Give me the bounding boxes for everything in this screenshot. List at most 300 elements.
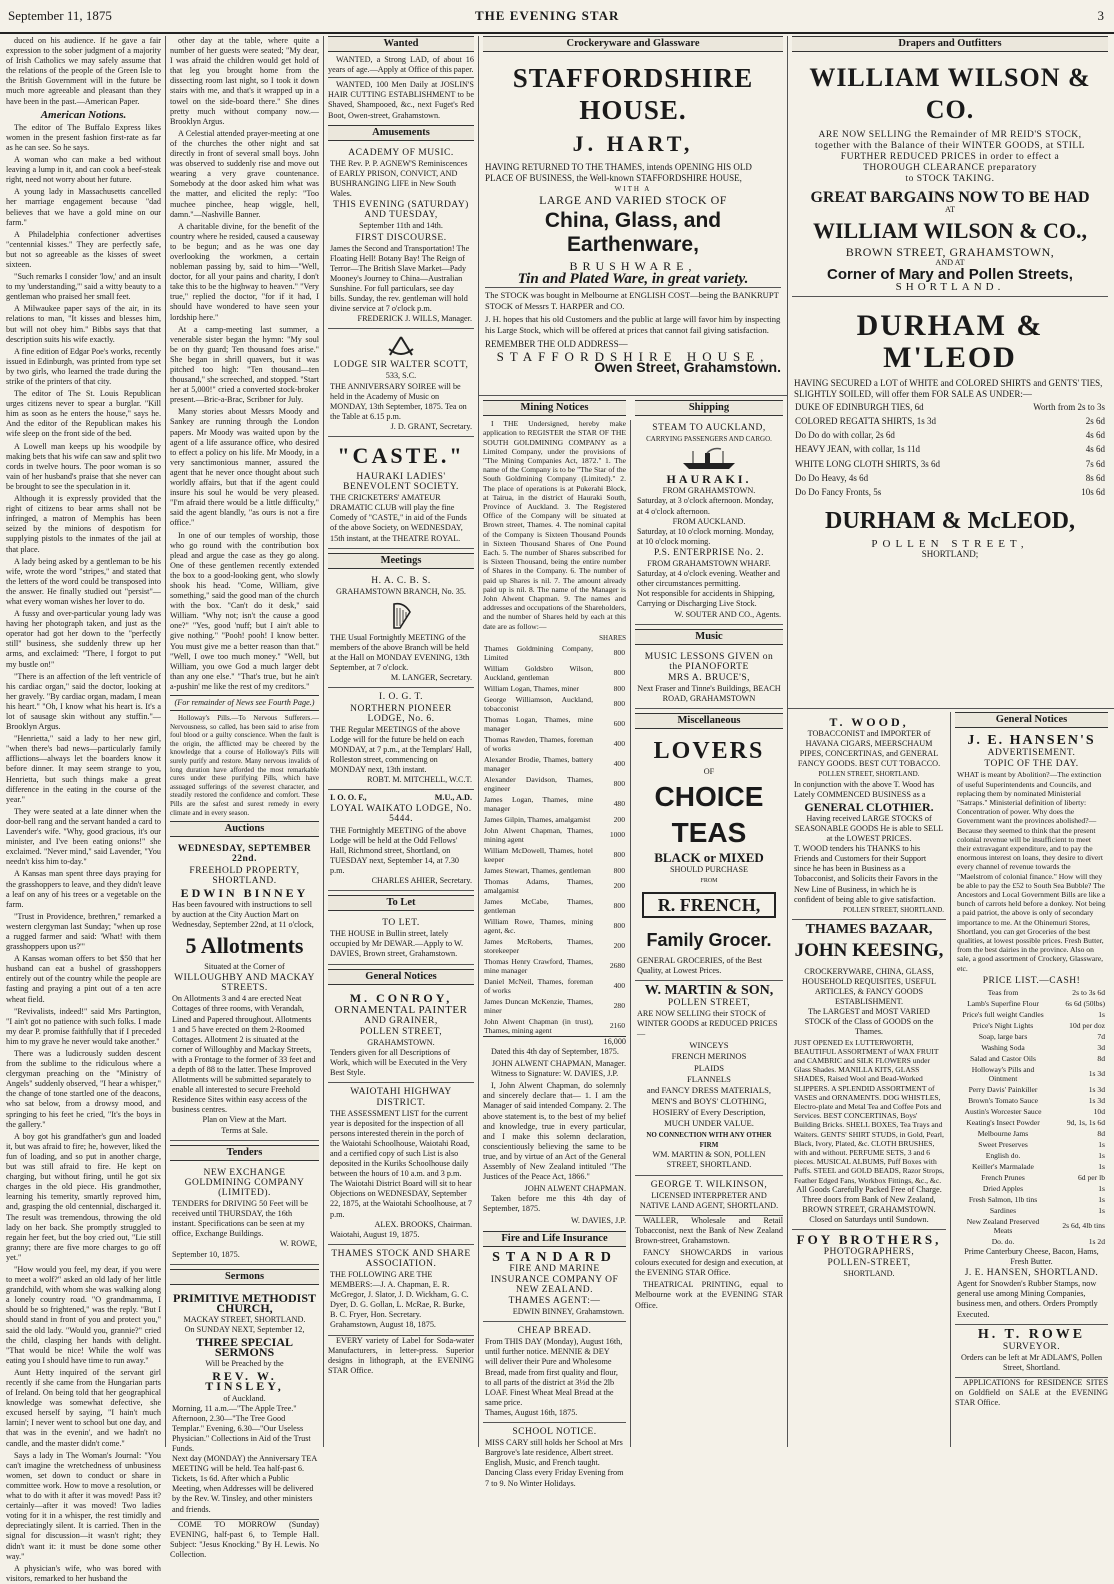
durham-row — [794, 428, 1106, 442]
price-value: 8d — [1097, 1128, 1105, 1138]
large-stock: LARGE AND VARIED STOCK OF — [539, 193, 727, 208]
surveyor-title: SURVEYOR. — [1002, 1341, 1061, 1352]
price-value: 2s to 3s 6d — [1072, 987, 1105, 997]
cheap-bread-ad — [483, 1322, 626, 1423]
waiotahi-text: THE ASSESSMENT LIST for the current year is deposited for the inspection of all persons interested therein in the porch of the Waiotahi Schoolhouse, Waiotahi Road, and a certified copy of such List is also deposited in the Kuriks Schoolhouse daily between the hours of 10 a.m. and 3 p.m. The Waiotahi District Board will sit to hear Objections on WEDNESDAY, September 22, 1875, at the Waiotahi Schoolhouse, at 7 p.m. — [330, 1108, 472, 1219]
article-paragraph: Many stories about Messrs Moody and Sankey are running through the London papers. Mr Moody was waited upon by the agent of a life assurance office, who desired to effect a policy on his life. Mr Moody, in a very sanctimonious manner, assured the agent that he never once thought about such worldly affairs, but that if the agent could insure his soul he would be very pleased. "I'm afraid there would be a little difficulty," said the agent blandly, "as ours is not a fire office." — [170, 407, 319, 528]
article-paragraph: At a camp-meeting last summer, a venerable sister began the hymn: "My soul be on thy guard; Ten thousand foes arise." She began in shrill quavers, but it was pitched too high: "Ten thousand—ten thousand," she screeched, and stopped. "Start her at 5,000!" cried a converted stock-broker present.—Bric-a-Brac, Scribner for July. — [170, 324, 319, 405]
shareholder-row — [483, 714, 626, 734]
waiotahi-ad — [328, 1083, 474, 1244]
price-row — [957, 1084, 1106, 1095]
general-clothier: GENERAL CLOTHIER. — [804, 799, 934, 814]
shareholder-shares: 800 — [613, 850, 625, 860]
keesing-items: JUST OPENED Ex LUTTERWORTH, BEAUTIFUL ASSORTMENT of WAX FRUIT and CAMBRIC and SILK FLOWERS under Glass Shades. MANILLA KITS, GLASS SHADES, Raised Wool and Bead-Worked SLIPPERS. A SPLENDID ASSORTMENT of VASES and ORNAMENTS. DOG WHISTLES, Electro-plate and Metal Tea and Coffee Pots and Services. BEST CONCERTINAS, Boys' Building Bricks. SHELL BOXES, Tea Trays and Waiters. GENTS' SHIRT STUDS, in Gold, Pearl, Black, Ivory, Plated, &c. CLOTH BRUSHES, with and without. PERFUME SETS, 3 and 6 pieces. MUSICAL ALBUMS, Puff Boxes with Puffs. STEEL and GOLD BEADS, Razor Strops, Feather Edged Fans, Workbox Fittings, &c., &c. — [794, 1037, 944, 1185]
discourse-text: James the Second and Transportation! The Floating Hell! Botany Bay! The Reign of Terror—The British Slave Market—Pady Mooney's Journey to China—Australian Sunshine. For full particulars, see day bills. Sunday, the rev. gentleman will hold divine service at 7 o'clock p.m. — [330, 243, 470, 314]
durham-item: WHITE LONG CLOTH SHIRTS, 3s 6d — [795, 458, 940, 469]
article-paragraph: A physician's wife, who was bored with visitors, remarked to her husband the — [6, 1563, 161, 1583]
article-paragraph: Aunt Hetty inquired of the servant girl recently if she came from the Hungarian parts of Ireland. On being told that her geographical knowledge was somewhat defective, she excused herself by saying, "I hain't much larnin'; I never went to school but one day, and that was in the evenin', and we hadn't no candle, and the master didn't come." — [6, 1367, 161, 1448]
shareholder-name: William Rowe, Thames, mining agent, &c. — [484, 916, 593, 935]
french-name: R. FRENCH, — [642, 892, 777, 918]
durham-title-2: DURHAM & McLEOD, — [825, 507, 1075, 534]
enterprise-title: P.S. ENTERPRISE No. 2. — [654, 547, 764, 558]
sermon-date: On SUNDAY NEXT, September 12, — [184, 1324, 305, 1334]
price-row — [957, 1009, 1106, 1020]
academy-ad — [328, 144, 474, 330]
shareholder-shares: 800 — [613, 865, 625, 875]
divider — [328, 77, 474, 78]
shareholder-row — [483, 814, 626, 825]
allotments-text: On Allotments 3 and 4 are erected Neat Cottages of three rooms, with Verandah, Lined and Papered throughout. Allotments 1 and 5 have erected on them 2-Roomed Cottages. Allotment 2 is situated at the corner of Willoughby and Mackay Streets, with a Frontage to the former of 33 feet and a depth of 88 to the latter. These Improved Allotments will be submitted separately to enable all interested to secure Freehold Residence Sites within easy access of the business centres. — [172, 994, 316, 1115]
wilson-ad — [792, 55, 1108, 297]
column-rule — [787, 36, 788, 1447]
divider — [478, 395, 787, 396]
article-paragraph: duced on his audience. If he gave a fair expression to the sober judgment of a majority of Irish Catholics we may safely assume that the relations of the people of the Green Isle to the British Government will in the future be much more agreeable and pleasant than they have been in the past.—American Paper. — [6, 36, 161, 106]
shareholder-name: William McDowell, Thames, hotel keeper — [484, 845, 593, 864]
wood-text-2: Having received LARGE STOCKS of SEASONABLE GOODS He is able to SELL at the LOWEST PRICES. — [794, 813, 944, 844]
column-4 — [483, 400, 626, 1488]
brushware: BRUSHWARE, — [569, 259, 697, 274]
waikato-text: THE Fortnightly MEETING of the above Lodge will be held at the Odd Fellows' Hall, Richmond street, Shortland, on TUESDAY next, September 14, at 7.30 p.m. — [330, 825, 467, 875]
wilson-text-3: FURTHER REDUCED PRICES in order to effect a — [840, 152, 1060, 163]
price-value: 10d — [1093, 1106, 1105, 1116]
conroy-trade: ORNAMENTAL PAINTER — [334, 1003, 468, 1016]
price-row — [957, 1172, 1106, 1183]
caste-ad — [328, 437, 474, 549]
price-list-title: PRICE LIST.—CASH! — [982, 975, 1081, 986]
plan-note: Plan on View at the Mart. — [202, 1115, 287, 1125]
price-value: 1s — [1098, 1194, 1105, 1204]
durham-row — [794, 400, 1106, 414]
shareholder-name: George Williamson, Auckland, tobacconist — [484, 694, 593, 713]
article-paragraph: A charitable divine, for the benefit of the country where he resided, caused a causeway to be begun; and as he was one day overlooking the workmen, a certain nobleman passing by, said to him—"Well, doctor, for all your pains and charity, I don't take this to be the highway to heaven." "Very true," replied the doctor, "for if it had, I should have wondered to have seen your lordship here." — [170, 221, 319, 322]
shareholder-row — [483, 865, 626, 876]
durham-row — [794, 457, 1106, 471]
price-row — [957, 1205, 1106, 1216]
price-value: 1s 3d — [1088, 1069, 1105, 1079]
academy-title: ACADEMY OF MUSIC. — [348, 147, 454, 158]
taken-line: Taken before me this 4th day of September, 1875. — [483, 1194, 626, 1214]
keesing-name: JOHN KEESING, — [794, 939, 944, 961]
bargains: GREAT BARGAINS NOW TO BE HAD — [810, 188, 1090, 206]
auction-text: Has been favoured with instructions to sell by auction at the City Auction Mart on Wednesday, September 22nd, at 11 o'clock, — [172, 899, 314, 929]
price-item: Price's full weight Candles — [962, 1009, 1044, 1019]
shareholder-name: Thomas Logan, Thames, mine manager — [484, 714, 593, 733]
column-rule — [165, 36, 166, 1447]
article-paragraph: A Philadelphia confectioner advertises "centennial kisses." They are perfectly safe, but not so agreeable as the kisses of sweet sixteen. — [6, 229, 161, 269]
shareholder-row — [483, 976, 626, 996]
fire-marine: FIRE AND MARINE — [509, 1263, 600, 1274]
conroy-town: GRAHAMSTOWN. — [367, 1038, 435, 1048]
divider — [485, 287, 781, 288]
sermon-title: THREE SPECIAL SERMONS — [195, 1335, 294, 1360]
martin-signature: WM. MARTIN & SON, POLLEN STREET, SHORTLAND. — [652, 1150, 766, 1170]
foy-ad — [792, 1230, 946, 1283]
article-paragraph: A Milwaukee paper says of the air, in its relations to man, "It kisses and blesses him, but will not obey him." Bibbs says that that description suits his wife exactly. — [6, 304, 161, 344]
keesing-packed: All Goods Carefully Packed Free of Charge. — [796, 1184, 942, 1194]
durham-text: HAVING SECURED a LOT of WHITE and COLORED SHIRTS and GENTS' TIES, SLIGHTLY SOILED, will offer them FOR SALE AS UNDER:— — [794, 378, 1103, 400]
price-value: 9d, 1s, 1s 6d — [1066, 1117, 1105, 1127]
shipping-ad — [635, 419, 783, 625]
article-paragraph: There was a ludicrously sudden descent from the sublime to the ridiculous where a clergyman preaching on the "Ministry of Angels" suddenly observed, "I hear a whisper," the change of tone startled one of the deacons, who sat below, from a drowsy mood, and springing to his feet he cried, "It's the boys in the gallery." — [6, 1049, 161, 1129]
standard-title: STANDARD — [492, 1249, 617, 1265]
price-item: Teas from — [987, 987, 1019, 997]
martin-item: WINCEYS — [689, 1040, 729, 1051]
section-heading-sermons: Sermons — [170, 1269, 319, 1285]
article-paragraph: A lady being asked by a gentleman to be his wife, wrote the word "stripes," and stated that the letters of the word could be transposed into the answer. He finally studied out "persist"—what every woman wishes her lover to do. — [6, 556, 161, 606]
stock-share-members: THE FOLLOWING ARE THE MEMBERS:—J. A. Chapman, E. R. McGregor, J. Slator, J. D. Wickham, G. C. Dyer, D. G. Gollan, L. McRae, R. Burke, B. C. Fryer, Hon. Secretary. — [330, 1270, 469, 1320]
to-let-text: THE HOUSE in Bullin street, lately occupied by Mr DEWAR.—Apply to W. DAVIES, Brown street, Grahamstown. — [330, 929, 464, 959]
price-row — [957, 1053, 1106, 1064]
shareholder-row — [483, 996, 626, 1016]
shareholder-row — [483, 1016, 626, 1036]
ship-name: HAURAKI. — [666, 472, 752, 487]
shareholder-shares: 800 — [613, 699, 625, 709]
remainder-note: (For remainder of News see Fourth Page.) — [170, 695, 319, 711]
staffordshire-block — [483, 36, 783, 416]
article-paragraph: other day at the table, where quite a number of her guests were seated; "My dear, I was afraid the children would get hold of that leg you brought home from the dissecting room last night, so I took it down stairs with me, and that's it wrapped up in a towel on the side-board there." She dines pretty much without company now.—Brooklyn Argus. — [170, 36, 319, 126]
section-heading-general-notices-2: General Notices — [955, 712, 1108, 728]
price-value: 1s 2d — [1088, 1236, 1105, 1246]
hacb-title: H. A. C. B. S. — [371, 575, 431, 586]
price-value: 1s 3d — [1088, 1095, 1105, 1105]
hansen-advertisement: ADVERTISEMENT. — [987, 748, 1076, 759]
church-name: PRIMITIVE METHODIST CHURCH, — [172, 1290, 317, 1315]
price-item: Soap, large bars — [978, 1031, 1028, 1041]
price-item: Perry Davis' Painkiller — [968, 1084, 1038, 1094]
taken-signature: W. DAVIES, J.P. — [570, 1216, 626, 1226]
wood-signature: POLLEN STREET, SHORTLAND. — [843, 905, 944, 914]
harp-icon — [388, 600, 414, 630]
music-ad — [635, 648, 783, 709]
church-street: MACKAY STREET, SHORTLAND. — [183, 1314, 306, 1324]
price-value: 10d per doz — [1069, 1020, 1105, 1030]
auction-title: FREEHOLD PROPERTY, SHORTLAND. — [189, 865, 300, 886]
topic-text: WHAT is meant by Abolition?—The extinction of useful Superintendents and Councils, and replacing them by nominated Ministerial "Satraps." Ministerial definition of liberty: Concentration of power. Why does the Government want the provinces abolished?—Because they seemed to think that the present colonial revenue will be insufficient to meet their extravagant expenditure, and to pay the enormous interest on loans, they desire to divert every channel of revenue towards the "Maelstrom of colonial finance." How will they be able to pay the £52 to South Sea Bubble? The Ancestors and Local Government Bills are like a bunch of carrots held before a donkey. Not being a paid patriot, the above is only of secondary importance to me. At the Ohinemuri Stores, Shortland, you can get Groceries of the best qualities, at lowest possible prices. Fresh Butter, from the best dairies in the province. Also on sale, a good assortment of Crockery, Glassware, etc. — [957, 770, 1106, 973]
durham-item: DUKE OF EDINBURGH TIES, 6d — [795, 402, 924, 413]
keesing-largest: The LARGEST and MOST VARIED STOCK of the Class of GOODS on the Thames. — [804, 1007, 934, 1037]
lodge-signature: J. D. GRANT, Secretary. — [390, 421, 472, 431]
wilson-title: WILLIAM WILSON & CO. — [809, 63, 1091, 125]
school-text: MISS CARY still holds her School at Mrs Bargrove's late residence, Albert street. English, Music, and French taught. Dancing Class every Friday Evening from 7 to 9. No Winter Holidays. — [485, 1438, 624, 1488]
shareholder-shares: 1000 — [609, 830, 625, 840]
tin-plated: Tin and Plated Ware, in great variety. — [517, 271, 749, 288]
and-at: AND AT — [935, 257, 965, 267]
mining-notice-text: I THE Undersigned, hereby make application to REGISTER the STAR OF THE SOUTH GOLDMINING COMPANY as a Limited Company, under the provisions of "The Mining Companies Act, 1872." 1. The name of the Company is to be "The Star of the South Goldmining Company (Limited)." 2. The place of operations is at Pukerahi Block, at Tairua, in the district of Hauraki South, Province of Auckland. 3. The Registered Office of the Company will be situated at Brown street, Thames. 4. The nominal capital of the Company is Sixteen Thousand Pounds in Sixteen Thousand Shares of One Pound Each. 5. The number of Shares subscribed for is Sixteen Thousand, being the entire number of Shares in the Company. 6. The number of paid up Shares is nil. 7. The amount already paid up is nil. 8. The name of the Manager is John Alwent Chapman. 9. The names and addresses and occupations of the Shareholders, and the number of Shares held by each at this date are as follow:— — [483, 419, 626, 631]
price-value: 3d — [1097, 1042, 1105, 1052]
shareholder-name: William Goldsbro Wilson, Auckland, gentleman — [484, 663, 593, 682]
price-item: Keiller's Marmalade — [972, 1161, 1034, 1171]
keesing-address: Three doors from Bank of New Zealand, BROWN STREET, GRAHAMSTOWN. — [802, 1194, 936, 1214]
price-item: Price's Night Lights — [972, 1020, 1034, 1030]
steam-title: STEAM TO AUCKLAND, — [652, 423, 766, 434]
mu-title: M.U., A.D. — [434, 793, 472, 803]
price-row — [957, 1139, 1106, 1150]
shortland-word: SHORTLAND. — [895, 281, 1005, 294]
from-auckland-times: Saturday, at 10 o'clock morning. Monday, at 10 o'clock morning. — [637, 526, 774, 546]
sermon-preacher: REV. W. TINSLEY, — [205, 1369, 284, 1394]
wood-trade: TOBACCONIST and IMPORTER of HAVANA CIGARS, MEERSCHAUM PIPES, CONCERTINAS, and GENERAL FANCY GOODS. BEST CUT TOBACCO. — [797, 729, 941, 769]
shareholder-name: Thames Goldmining Company, Limited — [484, 643, 593, 662]
iogt-title: I. O. G. T. — [379, 692, 423, 703]
shareholder-name: James Gilpin, Thames, amalgamist — [484, 814, 591, 824]
drapers-block — [792, 36, 1108, 706]
keesing-closed: Closed on Saturdays until Sundown. — [809, 1215, 929, 1225]
price-value: 6d per lb — [1078, 1172, 1105, 1182]
hansen-signature: J. E. HANSEN, SHORTLAND. — [964, 1268, 1099, 1279]
price-row — [957, 1095, 1106, 1106]
price-item: Salad and Castor Oils — [969, 1053, 1036, 1063]
academy-evening: THIS EVENING (SATURDAY) AND TUESDAY, — [333, 200, 469, 221]
column-1 — [6, 36, 161, 1583]
martin-item: FRENCH MERINOS — [671, 1051, 747, 1062]
shareholder-shares: 800 — [613, 683, 625, 693]
lodge-text: THE ANNIVERSARY SOIREE will be held in the Academy of Music on MONDAY, 13th September, 1875. Tea on the Table at 6.15 p.m. — [330, 381, 467, 421]
grocer-text: GENERAL GROCERIES, of the Best Quality, at Lowest Prices. — [637, 955, 763, 975]
keesing-trade: CROCKERYWARE, CHINA, GLASS, HOUSEHOLD REQUISITES, USEFUL ARTICLES, & FANCY GOODS ESTABLISHMENT. — [802, 966, 936, 1007]
article-paragraph: A Lowell man keeps up his woodpile by making bets that his wife can saw and split two cords in twelve hours. The poor woman is so vain of her husband's praise that she never can be brought to see the speculation in it. — [6, 441, 161, 491]
price-value: 6s 6d (50lbs) — [1065, 998, 1105, 1008]
foy-trade: PHOTOGRAPHERS, — [823, 1247, 915, 1258]
shareholder-name: John Alwent Chapman (in trust), Thames, mining agent — [484, 1016, 593, 1035]
martin-text: ARE NOW SELLING their STOCK of WINTER GOODS at REDUCED PRICES— — [637, 1009, 778, 1039]
section-heading-mining: Mining Notices — [483, 400, 626, 416]
wanted-ad: WANTED, a Strong LAD, of about 16 years of age.—Apply at Office of this paper. — [328, 55, 474, 75]
masonic-emblem-icon — [386, 335, 416, 357]
wharf-times: Saturday, at 4 o'clock evening. Weather and other circumstances permitting. — [637, 569, 780, 589]
column-rule — [478, 36, 479, 1447]
shareholder-row — [483, 683, 626, 694]
school-ad — [483, 1423, 626, 1493]
allotments-title: 5 Allotments — [185, 933, 304, 959]
article-paragraph: "Henrietta," said a lady to her new girl, "when there's bad news—particularly family afflictions—always let the boarders know it before dinner. It may seem strange to you, Henrietta, but such things make a great difference in the eating in the course of the year." — [6, 734, 161, 804]
pioneer-signature: ROBT. M. MITCHELL, W.C.T. — [367, 775, 472, 785]
price-row — [957, 1183, 1106, 1194]
tender-company: NEW EXCHANGE GOLDMINING COMPANY (LIMITED). — [184, 1167, 305, 1198]
lodge-ad — [328, 329, 474, 437]
topic-title: TOPIC OF THE DAY. — [984, 759, 1079, 770]
article-paragraph: Says a lady in The Woman's Journal: "You can't imagine the wretchedness of unbusiness women, set down to conduct or share in committee work. How to move a resolution, or what to do with it after it was moved! Pass it? certainly—after it was moved! Two ladies voting for it in a whisper, the rest timidly and depreciatingly silent. It is carried. Then in the signal for discussion—it wasn't right; they didn't want it: it must be done some other way." — [6, 1450, 161, 1561]
price-value: 1s — [1098, 1009, 1105, 1019]
iof-title: I. O. O. F., — [330, 793, 367, 803]
waiotahi-date: Waiotahi, August 19, 1875. — [330, 1229, 420, 1239]
from-grahamstown: FROM GRAHAMSTOWN. — [662, 486, 756, 496]
column-rule — [950, 712, 951, 1447]
hacb-signature: M. LANGER, Secretary. — [390, 673, 472, 683]
from-grahamstown-times: Saturday, at 3 o'clock afternoon. Monday, at 4 o'clock afternoon. — [637, 496, 774, 516]
shareholder-name: Alexander Davidson, Thames, engineer — [484, 774, 593, 793]
durham-price: 2s 6d — [1085, 416, 1105, 427]
shareholder-row — [483, 734, 626, 754]
price-row — [957, 1117, 1106, 1128]
shareholder-shares: 480 — [613, 799, 625, 809]
price-item: Sweet Preserves — [978, 1139, 1028, 1149]
price-value: 7d — [1097, 1031, 1105, 1041]
shareholder-row — [483, 825, 626, 845]
family-grocer: Family Grocer. — [646, 929, 772, 950]
article-paragraph: "Trust in Providence, brethren," remarked a western clergyman last Sunday; "when up rose a rugged farmer and said: 'What! with them grasshoppers upon us?'" — [6, 911, 161, 952]
conroy-ad — [328, 988, 474, 1084]
wood-address: POLLEN STREET, SHORTLAND. — [818, 770, 920, 779]
hopes-text: J. H. hopes that his old Customers and the public at large will favor him by inspecting his Large Stock, which will be offered at prices that cannot fail giving satisfaction. — [485, 314, 781, 335]
caste-text: THE CRICKETERS' AMATEUR DRAMATIC CLUB will play the fine Comedy of "CASTE," in aid of the Funds of the above Society, on WEDNESDAY, 15th instant, at the THEATRE ROYAL. — [330, 493, 467, 543]
column-6a — [792, 712, 946, 1447]
shareholder-name: James Logan, Thames, mine manager — [484, 794, 593, 813]
section-heading-shipping: Shipping — [635, 400, 783, 416]
tender-signature: W. ROWE, — [279, 1239, 317, 1249]
durham-price: 10s 6d — [1081, 486, 1105, 497]
shareholder-name: John Alwent Chapman, Thames, mining agent — [484, 825, 593, 844]
shareholder-shares: 400 — [613, 739, 625, 749]
price-value: 1s — [1098, 1150, 1105, 1160]
column-2 — [170, 36, 319, 1559]
durham-title: DURHAM & M'LEOD — [856, 309, 1044, 375]
page-number: 3 — [1097, 8, 1104, 23]
academy-date: September 11th and 14th. — [359, 221, 443, 231]
durham-item: COLORED REGATTA SHIRTS, 1s 3d — [795, 416, 936, 427]
article-paragraph: "How would you feel, my dear, if you were to meet a wolf?" asked an old lady of her little grandchild, with whom she was walking along a lonely country road. "O grandmamma, I should be so frightened," was the reply. "But I should stand in front of you and protect you," said the old lady. "Would you, grannie?" cried the child, clasping her hands with delight. "That would be nice! While the wolf was eating you I should have time to run away." — [6, 1264, 161, 1365]
foy-name: FOY BROTHERS, — [796, 1232, 942, 1248]
bruce-address: Next Fraser and Tinne's Buildings, BEACH ROAD, GRAHAMSTOWN — [637, 683, 781, 704]
durham-item: HEAVY JEAN, with collar, 1s 11d — [795, 444, 921, 455]
article-paragraph: In one of our temples of worship, those who go round with the contribution box plead and argue the case as they go along. One of these gentlemen recently extended the box to a good-looking gent, who slowly shook his head. "Come, William, give something," said the good man of the church with the box. "Can't do it desk," said William. "Why not; isn't the cause a good one?" "Yes, good 'nuff; but I ain't able to give nothing." "Pooh! pooh! I know better. You must give me a better reason than that." "Well, I owe too much money." "Well, but William, you owe God a much larger debt than any one else." "That's true, but he ain't a-pushin' me like the rest of my creditors." — [170, 530, 319, 691]
pollen-street: POLLEN STREET, — [871, 537, 1029, 550]
to-let-ad — [328, 914, 474, 964]
no-connection: NO CONNECTION WITH ANY OTHER FIRM — [646, 1131, 772, 1150]
shareholder-row — [483, 916, 626, 936]
durham-price: 8s 6d — [1085, 472, 1105, 483]
price-value: 1s 3d — [1088, 1084, 1105, 1094]
corner-streets: Corner of Mary and Pollen Streets, — [827, 265, 1073, 283]
price-item: Austin's Worcester Sauce — [964, 1106, 1042, 1116]
shareholder-name: Daniel McNeil, Thames, foreman of works — [484, 976, 593, 995]
shareholder-shares: 800 — [613, 921, 625, 931]
price-value: 1s — [1098, 1205, 1105, 1215]
price-value: 1s — [1098, 1139, 1105, 1149]
shareholder-shares: 200 — [613, 941, 625, 951]
steamship-icon — [679, 447, 739, 471]
shareholder-shares: 400 — [613, 759, 625, 769]
bread-text: From THIS DAY (Monday), August 16th, until further notice. MENNIE & DEY will deliver their Pure and Wholesome Bread, made from first quality and flour, to all parts of the district at 3½d the 2lb LOAF. Finest Wheat Meal Bread at the same price. — [485, 1337, 623, 1407]
article-paragraph: A fussy and over-particular young lady was having her photograph taken, and just as the operator had got her down to the "perfectly still" business, she suddenly threw up her arms, and exclaimed: "There, I forgot to put my bustle on!" — [6, 609, 161, 669]
shareholder-name: Thomas Henry Crawford, Thames, mine manager — [484, 956, 593, 975]
price-value: 2s 6d, 4lb tins — [1062, 1221, 1105, 1231]
shortland-2: SHORTLAND; — [921, 548, 979, 559]
staffordshire-ad — [483, 55, 783, 376]
shareholder-shares: 2680 — [609, 961, 625, 971]
martin-item: MEN'S and BOYS' CLOTHING, — [651, 1095, 767, 1106]
price-item: Fresh Salmon, 1lb tins — [968, 1194, 1038, 1204]
shareholder-shares: 400 — [613, 981, 625, 991]
durham-row — [794, 471, 1106, 485]
dated-signature: JOHN ALWENT CHAPMAN, Manager. — [491, 1059, 626, 1069]
price-item: Lamb's Superfine Flour — [967, 998, 1039, 1008]
auctioneer-name: EDWIN BINNEY — [180, 885, 309, 900]
hacb-branch: GRAHAMSTOWN BRANCH, No. 35. — [336, 586, 466, 596]
school-title: SCHOOL NOTICE. — [512, 1427, 597, 1438]
stock-share-ad — [328, 1245, 474, 1336]
rowe-ad — [955, 1325, 1108, 1378]
price-row — [957, 1106, 1106, 1117]
tender-text: TENDERS for DRIVING 50 Feet will be received until THURSDAY, the 16th instant. Specifications can be seen at my office, Exchange Buildings. — [172, 1199, 308, 1239]
article-paragraph: A young lady in Massachusetts cancelled her marriage engagement because "dad believes that we have a gold mine on our farm." — [6, 187, 161, 227]
with-a: WITH A — [614, 185, 652, 194]
foy-street: POLLEN-STREET, — [827, 1258, 911, 1269]
shareholder-shares: 200 — [613, 814, 625, 824]
from-auckland: FROM AUCKLAND. — [672, 516, 746, 526]
allotments-streets: WILLOUGHBY AND MACKAY STREETS. — [174, 973, 315, 994]
shares-label: SHARES — [599, 633, 626, 642]
prime-cheese: Prime Canterbury Cheese, Bacon, Hams, Fresh Butter. — [964, 1246, 1099, 1267]
waikato-lodge: LOYAL WAIKATO LODGE, No. 5444. — [330, 804, 472, 825]
wood-text-3: T. WOOD tenders his THANKS to his Friends and Customers for their Support since he has been in Business as a Tobacconist, and Solicits their Favors in the New Line of Business, in which he is confident of being able to give satisfaction. — [794, 844, 938, 904]
china-glass: China, Glass, and Earthenware, — [544, 209, 722, 257]
section-heading-auctions: Auctions — [170, 821, 319, 837]
martin-item: FLANNELS — [687, 1073, 731, 1084]
shareholder-shares: 800 — [613, 901, 625, 911]
section-heading-music: Music — [635, 629, 783, 645]
hart-text: HAVING RETURNED TO THE THAMES, intends OPENING HIS OLD PLACE OF BUSINESS, the Well-known STAFFORDSHIRE HOUSE, — [485, 162, 752, 184]
lodge-name: LODGE SIR WALTER SCOTT, — [333, 360, 469, 371]
price-row — [957, 1020, 1106, 1031]
price-item: New Zealand Preserved Meats — [966, 1216, 1040, 1235]
auction-date: WEDNESDAY, SEPTEMBER 22nd. — [177, 844, 312, 865]
allotments-sub: Situated at the Corner of — [204, 962, 285, 972]
old-address: STAFFORDSHIRE HOUSE, — [496, 348, 770, 364]
discourse-signature: FREDERICK J. WILLS, Manager. — [357, 314, 472, 324]
shareholder-name: Thomas Rawden, Thames, foreman of works — [484, 734, 593, 753]
price-row — [957, 1194, 1106, 1205]
bruce-name: MRS A. BRUCE'S, — [667, 672, 751, 683]
issue-date: September 11, 1875 — [8, 8, 112, 23]
martin-street: POLLEN STREET, — [667, 998, 751, 1008]
terms-note: Terms at Sale. — [221, 1125, 268, 1135]
sermon-ad — [170, 1288, 319, 1520]
price-item: Holloway's Pills and Ointment — [971, 1064, 1035, 1083]
price-row — [957, 1031, 1106, 1042]
paper-title: THE EVENING STAR — [475, 8, 620, 23]
article-paragraph: A boy got his grandfather's gun and loaded it, but was afraid to fire; he, however, liked the fun of loading, and so put in another charge, but was still afraid to fire. He kept on charging, but without firing, until he got six charges in the old piece. His grandmother, learning his temerity, smartly reproved him, and, grasping the old centennial, discharged it. The result was tremendous, throwing the old lady on her back. She promptly struggled to regain her feet, but the boy cried out, "Lie still granny; there are five more charges to go off yet." — [6, 1131, 161, 1262]
conroy-trade-2: AND GRAINER, — [364, 1015, 438, 1026]
martin-item: and FANCY DRESS MATERIALS, — [646, 1084, 772, 1095]
price-row — [957, 1064, 1106, 1084]
waiotahi-title: WAIOTAHI HIGHWAY DISTRICT. — [350, 1087, 452, 1108]
wilson-text-4: THOROUGH CLEARANCE preparatory — [863, 163, 1037, 174]
price-value: 1s — [1098, 1183, 1105, 1193]
stock-share-title: THAMES STOCK AND SHARE ASSOCIATION. — [331, 1248, 471, 1269]
come-tomorrow-ad: COME TO MORROW (Sunday) EVENING, half-past 6, to Temple Hall. Subject: "Jesus Knocking." By H. Lewis. No Collection. — [170, 1519, 319, 1559]
insurance-company: INSURANCE COMPANY OF NEW ZEALAND. — [490, 1274, 619, 1295]
wood-name: T. WOOD, — [829, 715, 909, 729]
price-value: 8d — [1097, 1053, 1105, 1063]
society-name: HAURAKI LADIES' BENEVOLENT SOCIETY. — [343, 472, 459, 493]
shareholder-row — [483, 794, 626, 814]
section-heading-to-let: To Let — [328, 895, 474, 911]
price-row — [957, 1128, 1106, 1139]
durham-item: Do Do Fancy Fronts, 5s — [795, 486, 882, 497]
waikato-signature: CHARLES AHIER, Secretary. — [371, 876, 472, 885]
lodge-number: 533, S.C. — [385, 371, 417, 381]
column-3 — [328, 36, 474, 1447]
durham-price: 4s 6d — [1085, 444, 1105, 455]
article-paragraph: A Kansas woman offers to bet $50 that her husband can eat a bushel of grasshoppers entirely out of the country while the people are fasting and praying a pint out of a ten acre wheat field. — [6, 954, 161, 1004]
article-paragraph: A woman who can make a bed without leaving a lump in it, and can cook a beef-steak right, need not worry about her future. — [6, 155, 161, 185]
column-rule — [323, 36, 324, 1447]
shareholder-shares: 800 — [613, 668, 625, 678]
column-rule — [630, 420, 631, 1447]
hart-name: J. HART, — [572, 131, 694, 157]
durham-row — [794, 485, 1106, 499]
price-item: Melbourne Jams — [977, 1128, 1029, 1138]
